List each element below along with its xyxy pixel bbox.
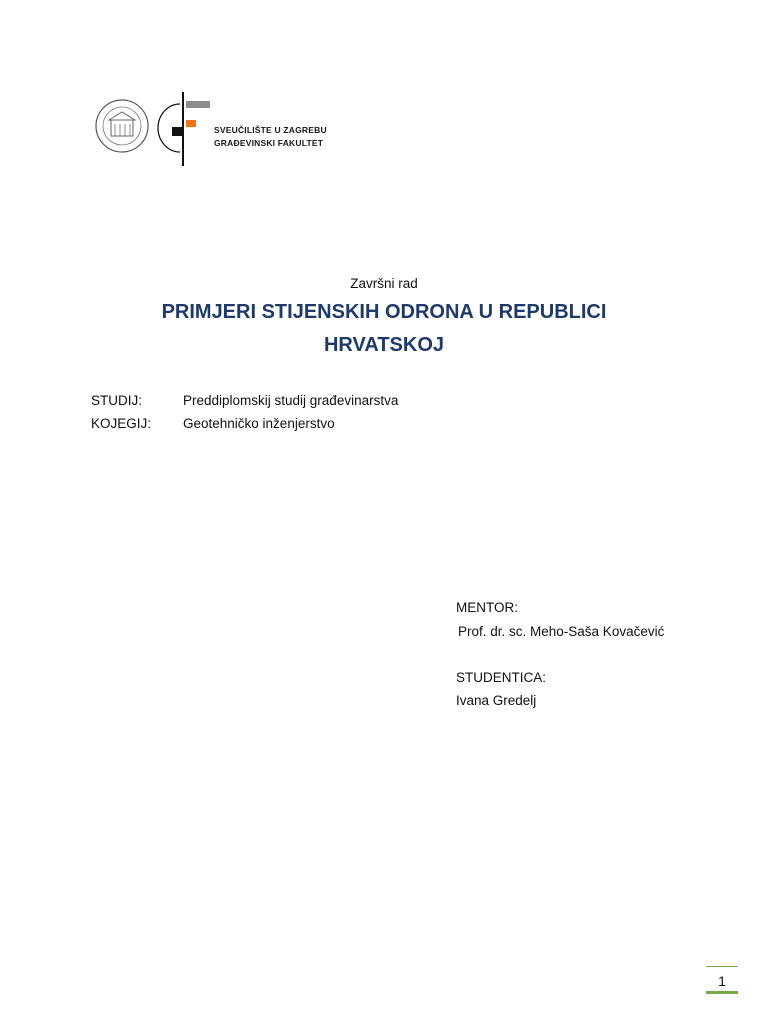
document-type: Završni rad	[350, 276, 418, 291]
page-number: 1	[706, 966, 738, 994]
faculty-mark-icon	[146, 90, 216, 166]
student-name: Ivana Gredelj	[456, 693, 537, 708]
faculty-logo-text	[214, 124, 327, 150]
faculty-logo	[90, 88, 327, 168]
course-label: KOJEGIJ:	[91, 416, 152, 431]
study-row	[91, 393, 398, 408]
university-seal-icon	[94, 98, 150, 154]
logo-line-faculty: GRAĐEVINSKI FAKULTET	[214, 138, 324, 148]
study-label: STUDIJ:	[91, 393, 143, 408]
study-value: Preddiplomskij studij građevinarstva	[183, 393, 399, 408]
mentor-name: Prof. dr. sc. Meho-Saša Kovačević	[458, 624, 665, 639]
thesis-title	[0, 296, 768, 362]
student-label: STUDENTICA:	[456, 670, 547, 685]
thesis-title-line1: PRIMJERI STIJENSKIH ODRONA U REPUBLICI	[161, 301, 607, 323]
thesis-title-line2: HRVATSKOJ	[323, 334, 445, 356]
course-row	[91, 416, 335, 431]
mentor-label: MENTOR:	[456, 600, 519, 615]
course-value: Geotehničko inženjerstvo	[183, 416, 335, 431]
logo-line-university: SVEUČILIŠTE U ZAGREBU	[214, 125, 327, 135]
